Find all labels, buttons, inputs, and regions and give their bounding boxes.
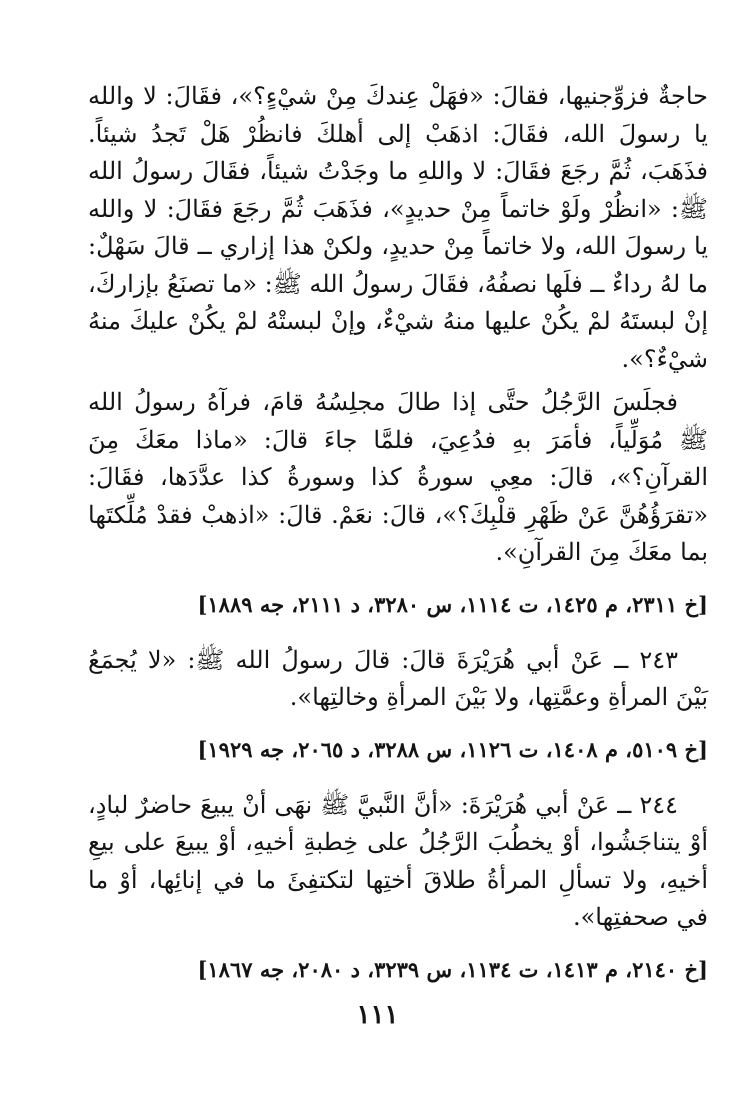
book-page <box>88 78 708 1007</box>
page-number: ١١١ <box>356 1000 399 1030</box>
hadith-243-text: ٢٤٣ ــ عَنْ أبي هُرَيْرَةَ قالَ: قالَ رسولُ الله ﷺ: «لا يُجمَعُ بَيْنَ المرأةِ وعمَّتِها، ولا بَيْنَ المرأةِ وخالتِها». <box>88 645 708 711</box>
hadith-242-closing: فجلَسَ الرَّجُلُ حتَّى إذا طالَ مجلِسُهُ قامَ، فرآهُ رسولُ الله ﷺ مُوَلِّياً، فأمَرَ بهِ فدُعِيَ، فلمَّا جاءَ قالَ: «ماذا معَكَ مِنَ القرآنِ؟»، قالَ: معِي سورةُ كذا وسورةُ كذا عدَّدَها، فقَالَ: «تقرَؤُهُنَّ عَنْ ظَهْرِ قلْبِكَ؟»، قالَ: نعَمْ. قالَ: «اذهبْ فقدْ مُلِّكتَها بما معَكَ مِنَ القرآنِ». <box>88 388 708 566</box>
hadith-244-reference: [خ ٢١٤٠، م ١٤١٣، ت ١١٣٤، س ٣٢٣٩، د ٢٠٨٠، جه ١٨٦٧] <box>197 956 708 982</box>
hadith-242-reference: [خ ٢٣١١، م ١٤٢٥، ت ١١١٤، س ٣٢٨٠، د ٢١١١، جه ١٨٨٩] <box>197 591 708 617</box>
hadith-244-text: ٢٤٤ ــ عَنْ أبي هُرَيْرَةَ: «أنَّ النَّبيَّ ﷺ نهَى أنْ يبيعَ حاضرٌ لبادٍ، أوْ يتناجَشُوا، أوْ يخطُبَ الرَّجُلُ على خِطبةِ أخيهِ، أوْ يبيعَ على بيعِ أخيهِ، ولا تسألِ المرأةُ طلاقَ أختِها لتكتفِئَ ما في إنائِها، أوْ ما في صحفتِها». <box>88 790 709 931</box>
hadith-242-continuation: حاجةٌ فزوِّجنيها، فقالَ: «فهَلْ عِندكَ مِنْ شيْءٍ؟»، فقَالَ: لا والله يا رسولَ الله، فقَالَ: اذهَبْ إلى أهلكَ فانظُرْ هَلْ تَجدُ شيئاً. فذَهَبَ، ثُمَّ رجَعَ فقَالَ: لا واللهِ ما وجَدْتُ شيئاً، فقَالَ رسولُ الله ﷺ: «انظُرْ ولَوْ خاتماً مِنْ حديدٍ»، فذَهَبَ ثُمَّ رجَعَ فقَالَ: لا والله يا رسولَ الله، ولا خاتماً مِنْ حديدٍ، ولكنْ هذا إزاري ــ قالَ سَهْلٌ: ما لهُ رداءٌ ــ فلَها نصفُهُ، فقَالَ رسولُ الله ﷺ: «ما تصنَعُ بإزاركَ، إنْ لبستَهُ لمْ يكُنْ عليها منهُ شيْءٌ، وإنْ لبستْهُ لمْ يكُنْ عليكَ منهُ شيْءٌ؟». <box>88 82 708 373</box>
hadith-243-reference: [خ ٥١٠٩، م ١٤٠٨، ت ١١٢٦، س ٣٢٨٨، د ٢٠٦٥، جه ١٩٢٩] <box>197 736 708 762</box>
